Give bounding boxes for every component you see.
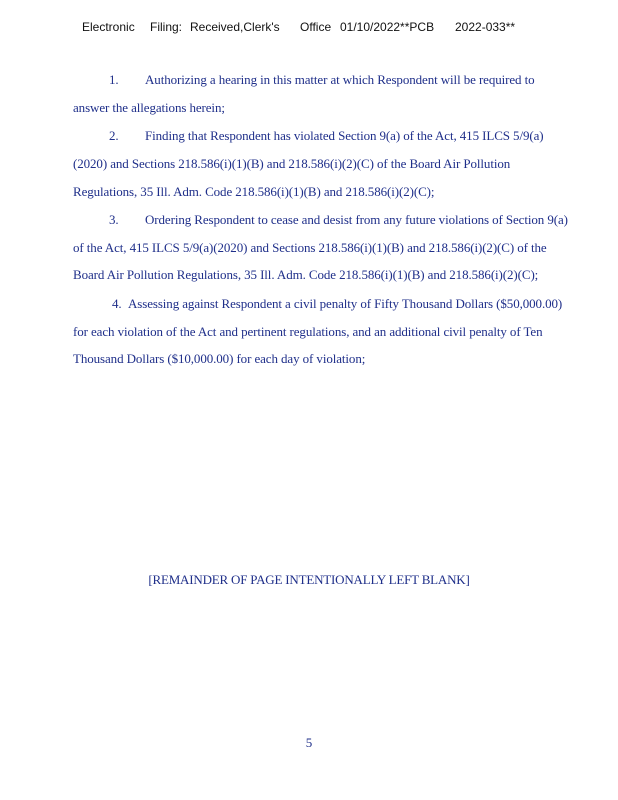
item-number: 2. — [109, 128, 119, 143]
item-number: 1. — [109, 72, 119, 87]
item-line: Thousand Dollars ($10,000.00) for each day of violation; — [73, 351, 366, 366]
header-electronic: Electronic — [82, 20, 135, 34]
item-line: (2020) and Sections 218.586(i)(1)(B) and 218.586(i)(2)(C) of the Board Air Pollution — [73, 156, 511, 171]
item-line: Authorizing a hearing in this matter at which Respondent will be required to — [145, 72, 535, 87]
item-number: 3. — [109, 212, 119, 227]
item-number: 4. — [112, 296, 122, 311]
item-line: for each violation of the Act and pertinent regulations, and an additional civil penalty of Ten — [73, 324, 543, 339]
header-date: 01/10/2022**PCB — [340, 20, 435, 34]
header-office: Office — [300, 20, 332, 34]
item-line: of the Act, 415 ILCS 5/9(a)(2020) and Sections 218.586(i)(1)(B) and 218.586(i)(2)(C) of the — [73, 240, 547, 255]
item-line: Ordering Respondent to cease and desist from any future violations of Section 9(a) — [145, 212, 568, 227]
item-line: Finding that Respondent has violated Section 9(a) of the Act, 415 ILCS 5/9(a) — [145, 128, 544, 143]
remainder-blank-note: [REMAINDER OF PAGE INTENTIONALLY LEFT BLANK] — [148, 572, 470, 587]
page-number: 5 — [305, 735, 313, 750]
filing-header — [0, 20, 618, 38]
item-line: Assessing against Respondent a civil penalty of Fifty Thousand Dollars ($50,000.00) — [128, 296, 563, 311]
header-case: 2022-033** — [455, 20, 516, 34]
item-line: Board Air Pollution Regulations, 35 Ill. Adm. Code 218.586(i)(1)(B) and 218.586(i)(2)(C); — [73, 267, 539, 282]
header-filing: Filing: — [150, 20, 183, 34]
header-received: Received,Clerk's — [190, 20, 280, 34]
item-line: answer the allegations herein; — [73, 100, 225, 115]
item-line: Regulations, 35 Ill. Adm. Code 218.586(i)(1)(B) and 218.586(i)(2)(C); — [73, 184, 435, 199]
